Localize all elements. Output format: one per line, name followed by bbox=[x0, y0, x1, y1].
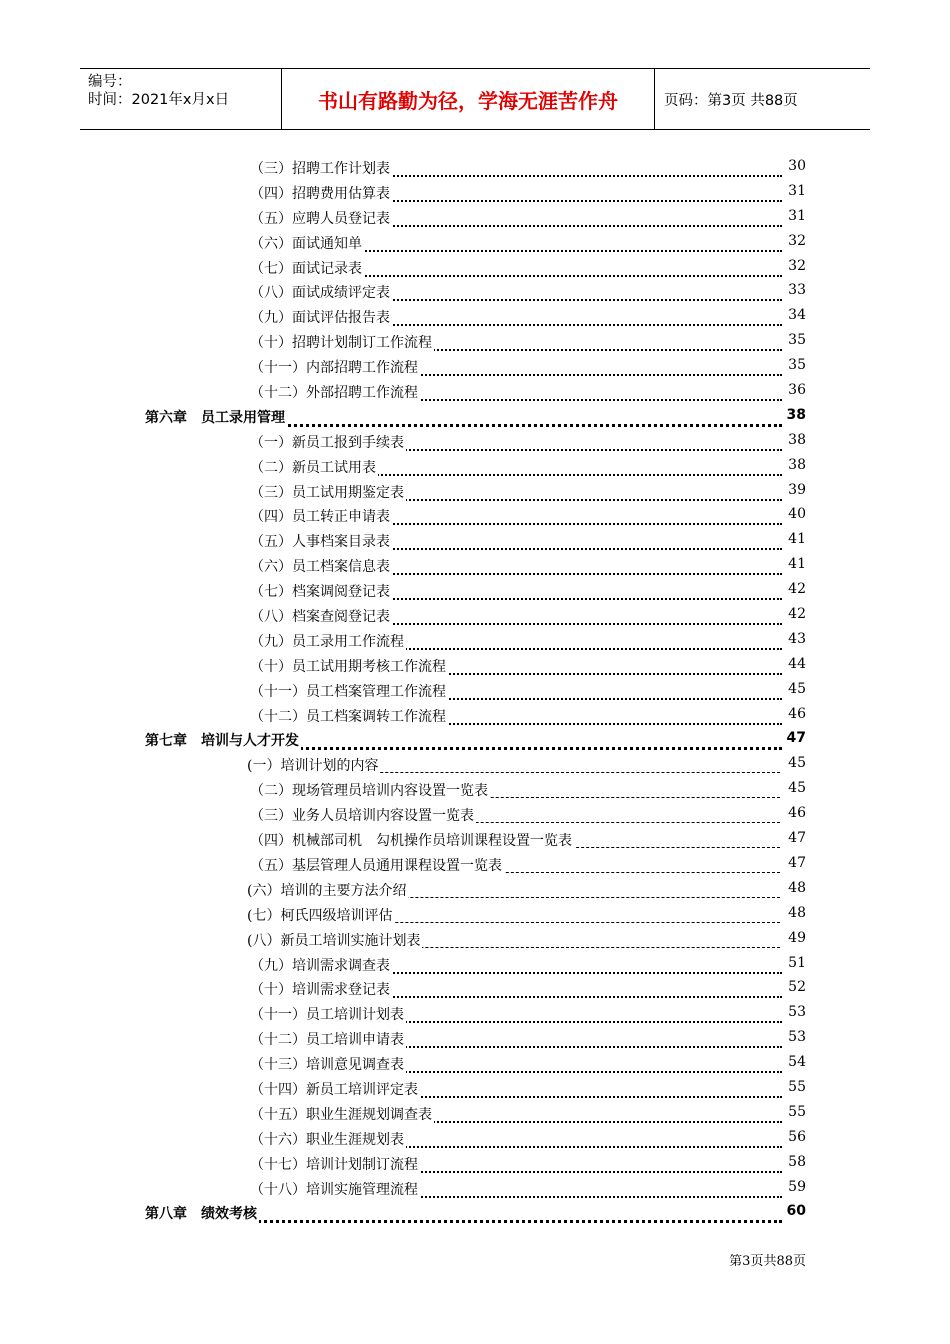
toc-entry-title: 第六章 员工录用管理 bbox=[145, 407, 287, 427]
toc-page-number: 34 bbox=[788, 307, 806, 324]
toc-entry-title: （四）员工转正申请表 bbox=[250, 506, 392, 526]
toc-entry-title: （十一）员工培训计划表 bbox=[250, 1004, 406, 1024]
table-of-contents bbox=[0, 155, 950, 1225]
toc-entry-title: （十一）员工档案管理工作流程 bbox=[250, 681, 448, 701]
toc-page-number: 47 bbox=[788, 854, 806, 871]
toc-entry[interactable] bbox=[0, 553, 950, 578]
toc-entry-title: （九）面试评估报告表 bbox=[250, 307, 392, 327]
toc-page-number: 48 bbox=[788, 904, 806, 921]
toc-entry-title: （十四）新员工培训评定表 bbox=[250, 1079, 420, 1099]
toc-page-number: 56 bbox=[788, 1128, 806, 1145]
toc-entry[interactable] bbox=[0, 503, 950, 528]
toc-page-number: 55 bbox=[788, 1078, 806, 1095]
toc-chapter-entry[interactable] bbox=[0, 1200, 950, 1225]
toc-entry[interactable] bbox=[0, 528, 950, 553]
toc-entry[interactable] bbox=[0, 1076, 950, 1101]
toc-entry-title: （十）员工试用期考核工作流程 bbox=[250, 656, 448, 676]
toc-page-number: 31 bbox=[788, 207, 806, 224]
toc-page-number: 49 bbox=[788, 929, 806, 946]
toc-entry[interactable] bbox=[0, 603, 950, 628]
toc-entry-title: （六）面试通知单 bbox=[250, 233, 364, 253]
toc-entry[interactable] bbox=[0, 752, 950, 777]
header-motto: 书山有路勤为径，学海无涯苦作舟 bbox=[318, 88, 618, 113]
toc-page-number: 47 bbox=[786, 730, 806, 747]
toc-page-number: 44 bbox=[788, 655, 806, 672]
toc-entry-title: （五）应聘人员登记表 bbox=[250, 208, 392, 228]
toc-entry[interactable] bbox=[0, 927, 950, 952]
toc-entry-title: （一）新员工报到手续表 bbox=[250, 432, 406, 452]
toc-entry-title: （十）培训需求登记表 bbox=[250, 979, 392, 999]
toc-entry-title: （十五）职业生涯规划调查表 bbox=[250, 1104, 434, 1124]
toc-entry-title: （八）档案查阅登记表 bbox=[250, 606, 392, 626]
toc-entry[interactable] bbox=[0, 653, 950, 678]
toc-page-number: 46 bbox=[788, 805, 806, 822]
toc-entry[interactable] bbox=[0, 205, 950, 230]
toc-entry[interactable] bbox=[0, 279, 950, 304]
toc-entry-title: （十三）培训意见调查表 bbox=[250, 1054, 406, 1074]
toc-entry-title: 第七章 培训与人才开发 bbox=[145, 730, 301, 750]
toc-entry-title: （四）机械部司机 勾机操作员培训课程设置一览表 bbox=[250, 830, 574, 850]
toc-page-number: 51 bbox=[788, 954, 806, 971]
toc-entry[interactable] bbox=[0, 1176, 950, 1201]
document-date: 时间：2021年x月x日 bbox=[88, 92, 230, 108]
toc-entry-title: （十）招聘计划制订工作流程 bbox=[250, 332, 434, 352]
toc-entry-title: （二）现场管理员培训内容设置一览表 bbox=[250, 780, 490, 800]
toc-entry[interactable] bbox=[0, 180, 950, 205]
toc-entry[interactable] bbox=[0, 1126, 950, 1151]
toc-entry[interactable] bbox=[0, 877, 950, 902]
toc-entry-title: （五）基层管理人员通用课程设置一览表 bbox=[250, 855, 504, 875]
toc-entry-title: （七）档案调阅登记表 bbox=[250, 581, 392, 601]
toc-entry-title: （十六）职业生涯规划表 bbox=[250, 1129, 406, 1149]
toc-page-number: 32 bbox=[788, 232, 806, 249]
toc-entry-title: (八）新员工培训实施计划表 bbox=[247, 930, 422, 950]
toc-entry-title: 第八章 绩效考核 bbox=[145, 1203, 259, 1223]
toc-entry[interactable] bbox=[0, 802, 950, 827]
toc-entry[interactable] bbox=[0, 304, 950, 329]
toc-entry[interactable] bbox=[0, 1101, 950, 1126]
toc-page-number: 58 bbox=[788, 1153, 806, 1170]
toc-entry-title: （十二）员工培训申请表 bbox=[250, 1029, 406, 1049]
toc-leader-dots bbox=[330, 752, 780, 773]
toc-entry[interactable] bbox=[0, 1151, 950, 1176]
toc-entry-title: （十二）员工档案调转工作流程 bbox=[250, 706, 448, 726]
toc-entry[interactable] bbox=[0, 628, 950, 653]
toc-page-number: 39 bbox=[788, 481, 806, 498]
toc-page-number: 48 bbox=[788, 879, 806, 896]
toc-page-number: 45 bbox=[788, 680, 806, 697]
toc-chapter-entry[interactable] bbox=[0, 404, 950, 429]
toc-entry[interactable] bbox=[0, 678, 950, 703]
toc-entry[interactable] bbox=[0, 976, 950, 1001]
toc-entry[interactable] bbox=[0, 703, 950, 728]
toc-page-number: 54 bbox=[788, 1054, 806, 1071]
toc-page-number: 47 bbox=[788, 830, 806, 847]
toc-entry[interactable] bbox=[0, 329, 950, 354]
toc-page-number: 59 bbox=[788, 1178, 806, 1195]
toc-entry[interactable] bbox=[0, 827, 950, 852]
toc-page-number: 31 bbox=[788, 182, 806, 199]
toc-entry-title: （九）员工录用工作流程 bbox=[250, 631, 406, 651]
toc-entry-title: （二）新员工试用表 bbox=[250, 457, 378, 477]
toc-entry[interactable] bbox=[0, 454, 950, 479]
toc-entry-title: （十七）培训计划制订流程 bbox=[250, 1154, 420, 1174]
toc-entry[interactable] bbox=[0, 578, 950, 603]
toc-entry-title: （三）招聘工作计划表 bbox=[250, 158, 392, 178]
toc-entry[interactable] bbox=[0, 1026, 950, 1051]
toc-entry[interactable] bbox=[0, 1001, 950, 1026]
toc-entry[interactable] bbox=[0, 155, 950, 180]
toc-entry[interactable] bbox=[0, 777, 950, 802]
toc-chapter-entry[interactable] bbox=[0, 727, 950, 752]
toc-page-number: 60 bbox=[786, 1203, 806, 1220]
toc-page-number: 40 bbox=[788, 506, 806, 523]
toc-entry[interactable] bbox=[0, 255, 950, 280]
toc-entry[interactable] bbox=[0, 429, 950, 454]
toc-entry[interactable] bbox=[0, 230, 950, 255]
toc-page-number: 32 bbox=[788, 257, 806, 274]
header-page-info: 页码：第3页 共88页 bbox=[664, 92, 798, 109]
toc-entry-title: （十八）培训实施管理流程 bbox=[250, 1179, 420, 1199]
header-meta bbox=[88, 73, 280, 125]
toc-entry-title: （三）员工试用期鉴定表 bbox=[250, 482, 406, 502]
toc-page-number: 43 bbox=[788, 630, 806, 647]
toc-entry-title: （八）面试成绩评定表 bbox=[250, 282, 392, 302]
toc-page-number: 53 bbox=[788, 1004, 806, 1021]
toc-entry-title: （十二）外部招聘工作流程 bbox=[250, 382, 420, 402]
toc-entry[interactable] bbox=[0, 852, 950, 877]
toc-entry[interactable] bbox=[0, 354, 950, 379]
toc-entry-title: （三）业务人员培训内容设置一览表 bbox=[250, 805, 476, 825]
toc-leader-dots bbox=[330, 902, 780, 923]
toc-entry-title: （十一）内部招聘工作流程 bbox=[250, 357, 420, 377]
toc-entry-title: (六）培训的主要方法介绍 bbox=[247, 880, 408, 900]
toc-page-number: 35 bbox=[788, 332, 806, 349]
toc-page-number: 38 bbox=[788, 431, 806, 448]
footer-page-number: 第3页共88页 bbox=[729, 1254, 806, 1269]
toc-page-number: 53 bbox=[788, 1029, 806, 1046]
toc-page-number: 45 bbox=[788, 780, 806, 797]
toc-page-number: 46 bbox=[788, 705, 806, 722]
toc-entry-title: (一）培训计划的内容 bbox=[247, 755, 380, 775]
toc-entry-title: （九）培训需求调查表 bbox=[250, 955, 392, 975]
header-divider bbox=[654, 69, 655, 129]
toc-page-number: 42 bbox=[788, 581, 806, 598]
toc-entry-title: （六）员工档案信息表 bbox=[250, 556, 392, 576]
toc-page-number: 42 bbox=[788, 606, 806, 623]
toc-entry[interactable] bbox=[0, 379, 950, 404]
document-number-label: 编号： bbox=[88, 74, 132, 90]
toc-page-number: 55 bbox=[788, 1103, 806, 1120]
toc-page-number: 38 bbox=[786, 406, 806, 423]
toc-entry[interactable] bbox=[0, 902, 950, 927]
page-header bbox=[80, 68, 870, 130]
toc-page-number: 41 bbox=[788, 556, 806, 573]
toc-page-number: 30 bbox=[788, 158, 806, 174]
toc-page-number: 41 bbox=[788, 531, 806, 548]
toc-entry[interactable] bbox=[0, 952, 950, 977]
toc-page-number: 33 bbox=[788, 282, 806, 299]
toc-entry-title: (七）柯氏四级培训评估 bbox=[247, 905, 394, 925]
toc-entry-title: （四）招聘费用估算表 bbox=[250, 183, 392, 203]
toc-entry-title: （七）面试记录表 bbox=[250, 258, 364, 278]
toc-page-number: 35 bbox=[788, 357, 806, 374]
toc-entry-title: （五）人事档案目录表 bbox=[250, 531, 392, 551]
toc-page-number: 36 bbox=[788, 382, 806, 399]
toc-page-number: 52 bbox=[788, 979, 806, 996]
toc-page-number: 45 bbox=[788, 755, 806, 772]
toc-entry[interactable] bbox=[0, 479, 950, 504]
toc-entry[interactable] bbox=[0, 1051, 950, 1076]
toc-page-number: 38 bbox=[788, 456, 806, 473]
